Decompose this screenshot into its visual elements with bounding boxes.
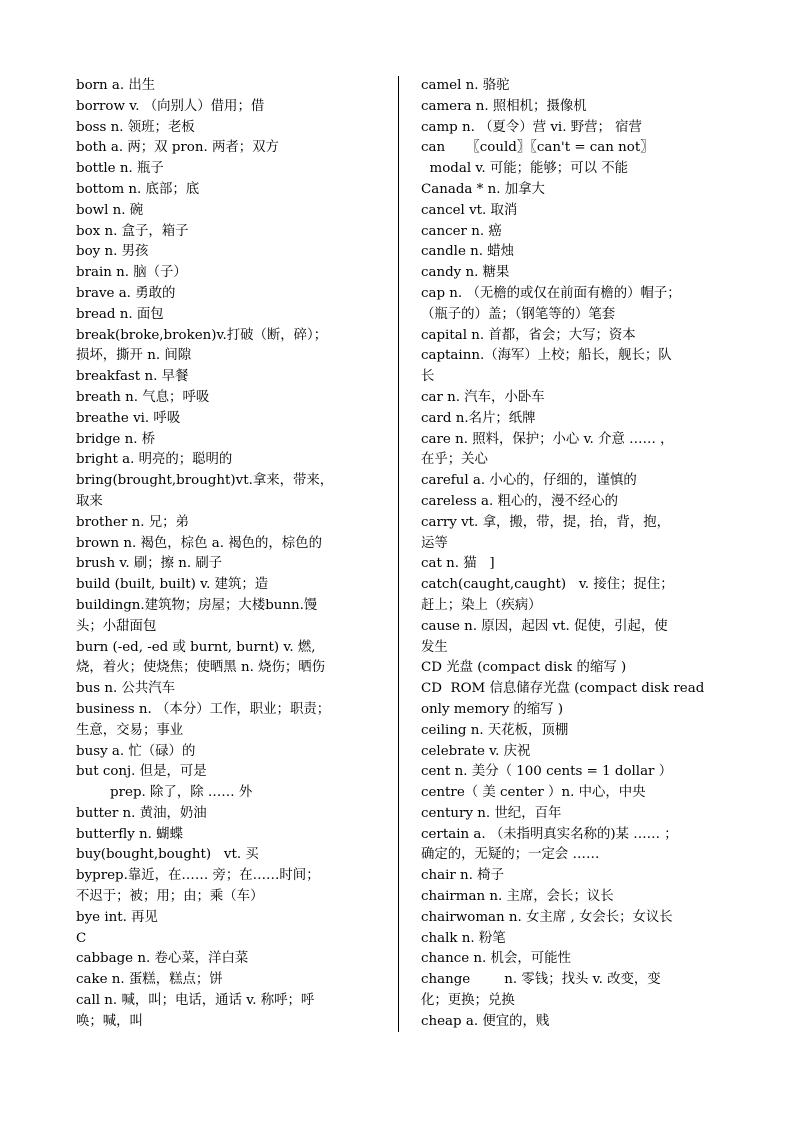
vocab-line: borrow v. （向别人）借用；借 — [76, 98, 265, 114]
vocab-line: CD ROM 信息储存光盘 (compact disk read — [421, 681, 705, 697]
vocab-line: born a. 出生 — [76, 78, 156, 93]
vocab-line: 烧，着火；使烧焦；使晒黑 n. 烧伤；晒伤 — [76, 660, 326, 676]
left-column — [76, 76, 381, 1033]
vocab-line: buildingn.建筑物；房屋；大楼bunn.馒 — [76, 597, 318, 613]
vocab-line: bread n. 面包 — [76, 306, 164, 322]
vocab-line: capital n. 首都，省会；大写；资本 — [421, 327, 636, 343]
vocab-line: only memory 的缩写 ) — [421, 701, 564, 717]
vocab-line: boy n. 男孩 — [76, 244, 149, 260]
vocab-line: 头；小甜面包 — [76, 618, 157, 634]
vocab-line: bus n. 公共汽车 — [76, 681, 176, 697]
vocab-line: 长 — [421, 369, 435, 385]
vocab-line: camera n. 照相机；摄像机 — [421, 98, 587, 114]
vocab-line: bowl n. 碗 — [76, 202, 144, 218]
vocab-line: both a. 两；双 pron. 两者；双方 — [76, 140, 279, 156]
vocab-line: 在乎；关心 — [421, 452, 488, 468]
vocab-line: change n. 零钱；找头 v. 改变，变 — [421, 972, 661, 988]
vocab-line: century n. 世纪，百年 — [421, 805, 562, 821]
vocab-line: call n. 喊，叫；电话，通话 v. 称呼；呼 — [76, 993, 315, 1009]
vocab-line: 唤；喊，叫 — [76, 1013, 143, 1029]
vocab-line: C — [76, 930, 87, 946]
vocab-line: centre（ 美 center ）n. 中心，中央 — [421, 785, 646, 801]
vocab-line: brain n. 脑（子） — [76, 265, 187, 281]
vocab-line: candy n. 糖果 — [421, 265, 510, 281]
vocab-line: modal v. 可能；能够；可以 不能 — [421, 161, 629, 177]
vocab-line: cat n. 猫 ] — [421, 556, 495, 572]
vocab-line: brown n. 褐色，棕色 a. 褐色的，棕色的 — [76, 535, 322, 551]
vocab-line: chalk n. 粉笔 — [421, 930, 506, 946]
vocab-line: card n.名片；纸牌 — [421, 410, 536, 426]
vocab-line: byprep.靠近，在…… 旁；在……时间； — [76, 868, 320, 884]
vocab-line: CD 光盘 (compact disk 的缩写 ) — [421, 660, 627, 676]
vocab-line: cancer n. 癌 — [421, 223, 502, 239]
vocab-line: chair n. 椅子 — [421, 868, 504, 884]
vocab-line: breakfast n. 早餐 — [76, 369, 189, 385]
vocab-line: brush v. 刷；擦 n. 刷子 — [76, 556, 223, 572]
vocab-line: celebrate v. 庆祝 — [421, 743, 531, 759]
vocab-line: 发生 — [421, 639, 448, 655]
vocab-line: ceiling n. 天花板，顶棚 — [421, 722, 569, 738]
vocab-line: careless a. 粗心的，漫不经心的 — [421, 493, 619, 509]
vocab-line: breath n. 气息；呼吸 — [76, 389, 210, 405]
vocab-line: catch(caught,caught) v. 接住；捉住； — [421, 577, 674, 593]
vocab-line: chance n. 机会，可能性 — [421, 951, 571, 967]
vocab-line: 化；更换；兑换 — [421, 993, 515, 1009]
vocab-line: but conj. 但是，可是 — [76, 764, 207, 780]
vocab-line: 赶上；染上（疾病） — [421, 597, 542, 613]
vocab-line: car n. 汽车，小卧车 — [421, 389, 545, 405]
vocab-line: carry vt. 拿，搬，带，提，抬，背，抱， — [421, 514, 671, 530]
vocab-line: can 〖could〗〖can't = can not〗 — [421, 140, 654, 156]
vocab-line: care n. 照料，保护；小心 v. 介意 …… ， — [421, 431, 674, 447]
vocab-line: chairman n. 主席，会长；议长 — [421, 889, 614, 905]
vocab-line: bottle n. 瓶子 — [76, 161, 164, 177]
vocab-line: careful a. 小心的，仔细的，谨慎的 — [421, 473, 637, 489]
vocab-line: cabbage n. 卷心菜，洋白菜 — [76, 951, 249, 967]
vocab-line: camel n. 骆驼 — [421, 78, 510, 93]
vocab-line: brave a. 勇敢的 — [76, 285, 176, 301]
vocab-line: build (built, built) v. 建筑；造 — [76, 577, 269, 593]
vocab-line: cheap a. 便宜的，贱 — [421, 1013, 550, 1029]
vocab-line: bring(brought,brought)vt.拿来，带来， — [76, 473, 334, 489]
vocab-line: captainn.（海军）上校；船长，舰长；队 — [421, 348, 672, 364]
vocab-line: camp n. （夏令）营 vi. 野营； 宿营 — [421, 119, 642, 135]
vocab-line: cap n. （无檐的或仅在前面有檐的）帽子； — [421, 285, 681, 301]
vocab-line: bridge n. 桥 — [76, 431, 156, 447]
vocab-line: buy(bought,bought) vt. 买 — [76, 847, 259, 863]
vocab-line: butterfly n. 蝴蝶 — [76, 826, 183, 842]
vocab-line: break(broke,broken)v.打破（断，碎）； — [76, 327, 328, 343]
vocab-line: burn (-ed, -ed 或 burnt, burnt) v. 燃, — [76, 639, 316, 655]
vocab-line: bye int. 再见 — [76, 909, 158, 925]
vocab-line: 生意，交易；事业 — [76, 722, 184, 738]
vocab-line: 不迟于；被；用；由；乘（车） — [76, 889, 264, 905]
vocab-line: brother n. 兄；弟 — [76, 514, 189, 530]
vocab-line: business n. （本分）工作，职业；职责； — [76, 701, 331, 717]
vocab-line: candle n. 蜡烛 — [421, 244, 515, 260]
vocab-line: Canada * n. 加拿大 — [421, 181, 545, 197]
vocab-line: cause n. 原因，起因 vt. 促使，引起，使 — [421, 618, 668, 634]
vocab-line: cake n. 蛋糕，糕点；饼 — [76, 972, 223, 988]
vocab-line: box n. 盒子，箱子 — [76, 223, 189, 239]
column-divider — [398, 76, 399, 1032]
vocab-line: breathe vi. 呼吸 — [76, 410, 181, 426]
vocab-line: certain a. （未指明真实名称的)某 …… ； — [421, 826, 678, 842]
vocab-line: butter n. 黄油，奶油 — [76, 805, 207, 821]
vocab-line: busy a. 忙（碌）的 — [76, 743, 196, 759]
vocab-line: bright a. 明亮的；聪明的 — [76, 452, 233, 468]
right-column — [421, 76, 737, 1033]
vocab-line: 确定的，无疑的；一定会 …… — [421, 847, 600, 863]
vocab-line: prep. 除了，除 …… 外 — [76, 785, 253, 801]
vocab-line: boss n. 领班；老板 — [76, 119, 195, 135]
vocab-line: 取来 — [76, 493, 103, 509]
vocab-line: bottom n. 底部；底 — [76, 181, 200, 197]
vocab-line: cancel vt. 取消 — [421, 202, 518, 218]
vocab-line: 运等 — [421, 535, 448, 551]
vocab-line: （瓶子的）盖；（钢笔等的）笔套 — [421, 306, 616, 322]
vocab-line: chairwoman n. 女主席 , 女会长；女议长 — [421, 909, 673, 925]
vocab-line: 损坏，撕开 n. 间隙 — [76, 348, 192, 364]
vocab-line: cent n. 美分（ 100 cents = 1 dollar ） — [421, 764, 673, 780]
